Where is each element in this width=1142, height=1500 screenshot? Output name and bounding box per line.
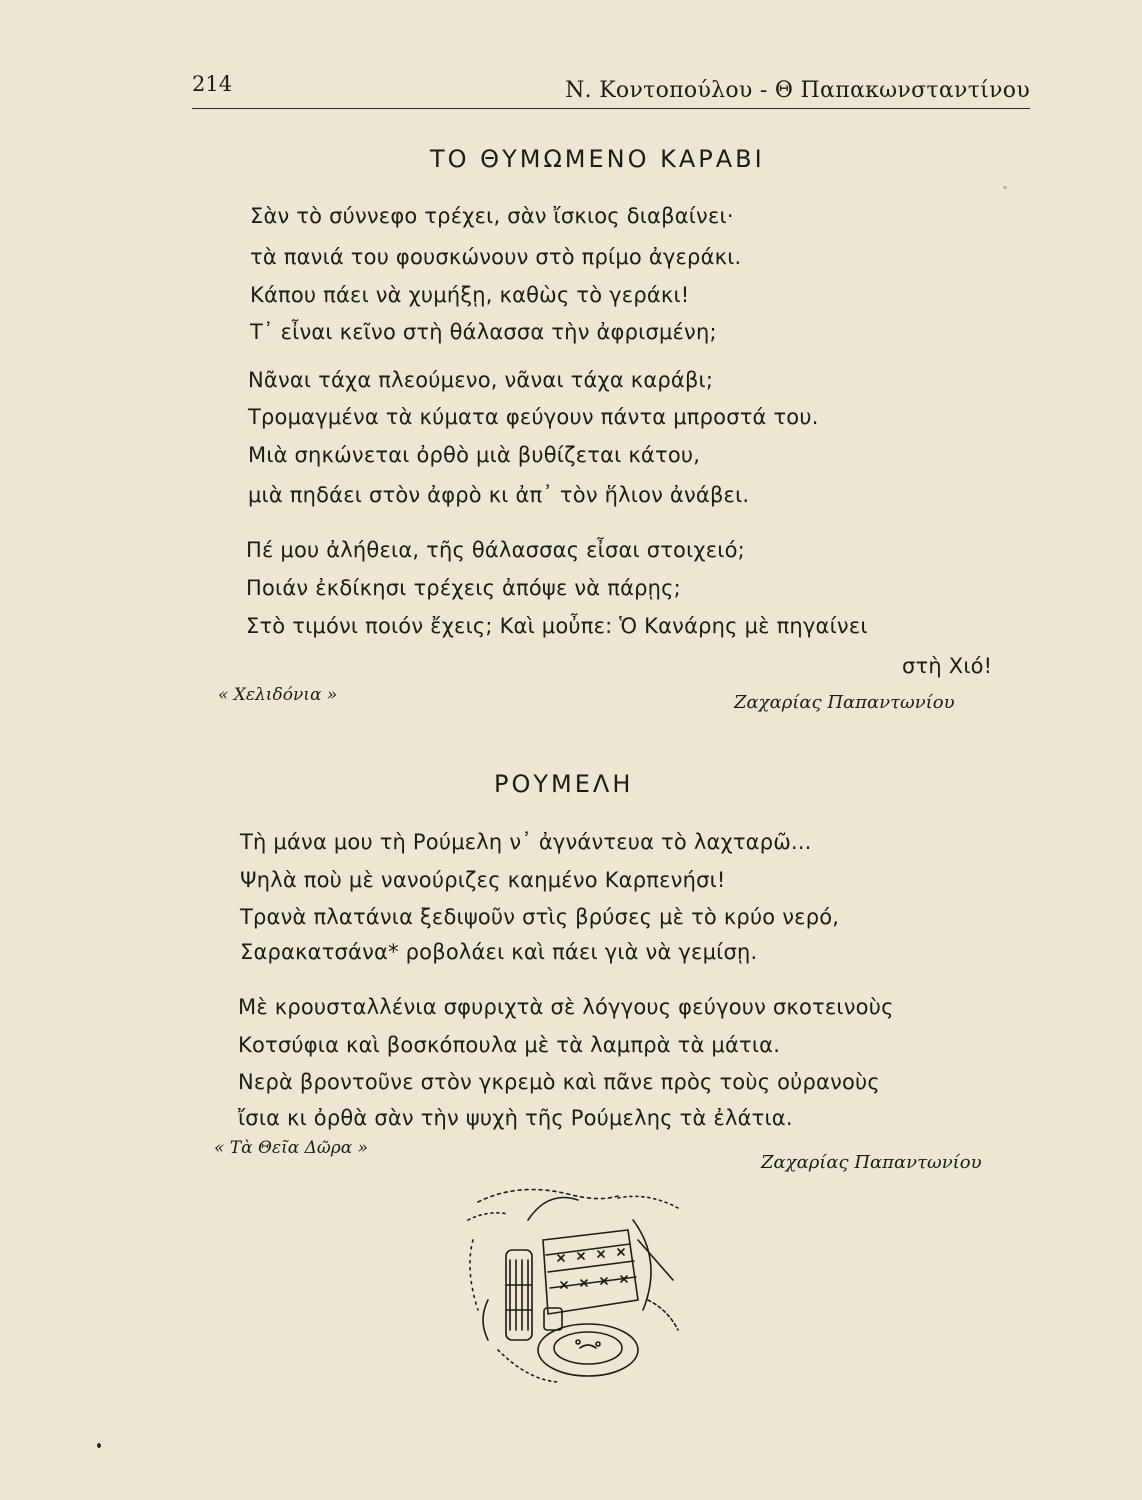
header-rule <box>192 108 1030 109</box>
verse-line: Στὸ τιμόνι ποιόν ἔχεις; Καὶ μοὖπε: Ὁ Κανάρης μὲ πηγαίνει <box>246 614 868 638</box>
page-header <box>192 68 1030 114</box>
verse-line: Κάπου πάει νὰ χυμήξῃ, καθὼς τὸ γεράκι! <box>250 283 690 307</box>
verse-line: Νᾶναι τάχα πλεούμενο, νᾶναι τάχα καράβι; <box>248 368 714 392</box>
verse-line: Μιὰ σηκώνεται ὀρθὸ μιὰ βυθίζεται κάτου, <box>248 443 701 467</box>
poem-source: « Τὰ Θεῖα Δῶρα » <box>214 1138 369 1158</box>
poem-author: Ζαχαρίας Παπαντωνίου <box>761 1152 982 1173</box>
verse-line: μιὰ πηδάει στὸν ἀφρὸ κι ἀπ᾿ τὸν ἥλιον ἀνάβει. <box>248 483 750 507</box>
verse-line: τὰ πανιά του φουσκώνουν στὸ πρίμο ἀγεράκι. <box>250 245 742 269</box>
verse-line: Μὲ κρουσταλλένια σφυριχτὰ σὲ λόγγους φεύγουν σκοτεινοὺς <box>238 995 894 1019</box>
verse-line: Σὰν τὸ σύννεφο τρέχει, σὰν ἴσκιος διαβαίνει· <box>250 204 734 228</box>
verse-line-continuation: στὴ Χιό! <box>902 654 993 678</box>
verse-line: Ψηλὰ ποὺ μὲ νανούριζες καημένο Καρπενήσι! <box>240 868 726 892</box>
still-life-vignette-icon <box>458 1180 688 1390</box>
verse-line: Νερὰ βροντοῦνε στὸν γκρεμὸ καὶ πᾶνε πρὸς τοὺς οὐρανοὺς <box>238 1070 880 1094</box>
running-head: Ν. Κοντοπούλου - Θ Παπακωνσταντίνου <box>565 78 1030 103</box>
verse-line: Ποιάν ἐκδίκησι τρέχεις ἀπόψε νὰ πάρῃς; <box>246 576 681 600</box>
page-speck <box>97 1443 101 1448</box>
poem-title: ΤΟ ΘΥΜΩΜΕΝΟ ΚΑΡΑΒΙ <box>430 145 765 173</box>
poem-title: ΡΟΥΜΕΛΗ <box>494 770 634 798</box>
verse-line: Τρανὰ πλατάνια ξεδιψοῦν στὶς βρύσες μὲ τὸ κρύο νερό, <box>240 905 840 929</box>
verse-line: Κοτσύφια καὶ βοσκόπουλα μὲ τὰ λαμπρὰ τὰ μάτια. <box>238 1033 781 1057</box>
verse-line: Σαρακατσάνα* ροβολάει καὶ πάει γιὰ νὰ γεμίσῃ. <box>240 940 758 964</box>
verse-line: Πέ μου ἀλήθεια, τῆς θάλασσας εἶσαι στοιχειό; <box>246 538 745 562</box>
verse-line: Τ᾿ εἶναι κεῖνο στὴ θάλασσα τὴν ἀφρισμένη; <box>250 320 717 344</box>
verse-line: ἴσια κι ὀρθὰ σὰν τὴν ψυχὴ τῆς Ρούμελης τὰ ἐλάτια. <box>238 1106 793 1130</box>
page-speck <box>1003 186 1007 189</box>
poem-author: Ζαχαρίας Παπαντωνίου <box>734 692 955 713</box>
page-number: 214 <box>192 72 233 96</box>
verse-line: Τὴ μάνα μου τὴ Ρούμελη ν᾿ ἀγνάντευα τὸ λαχταρῶ... <box>240 830 812 854</box>
poem-source: « Χελιδόνια » <box>218 685 338 705</box>
verse-line: Τρομαγμένα τὰ κύματα φεύγουν πάντα μπροστά του. <box>248 405 819 429</box>
